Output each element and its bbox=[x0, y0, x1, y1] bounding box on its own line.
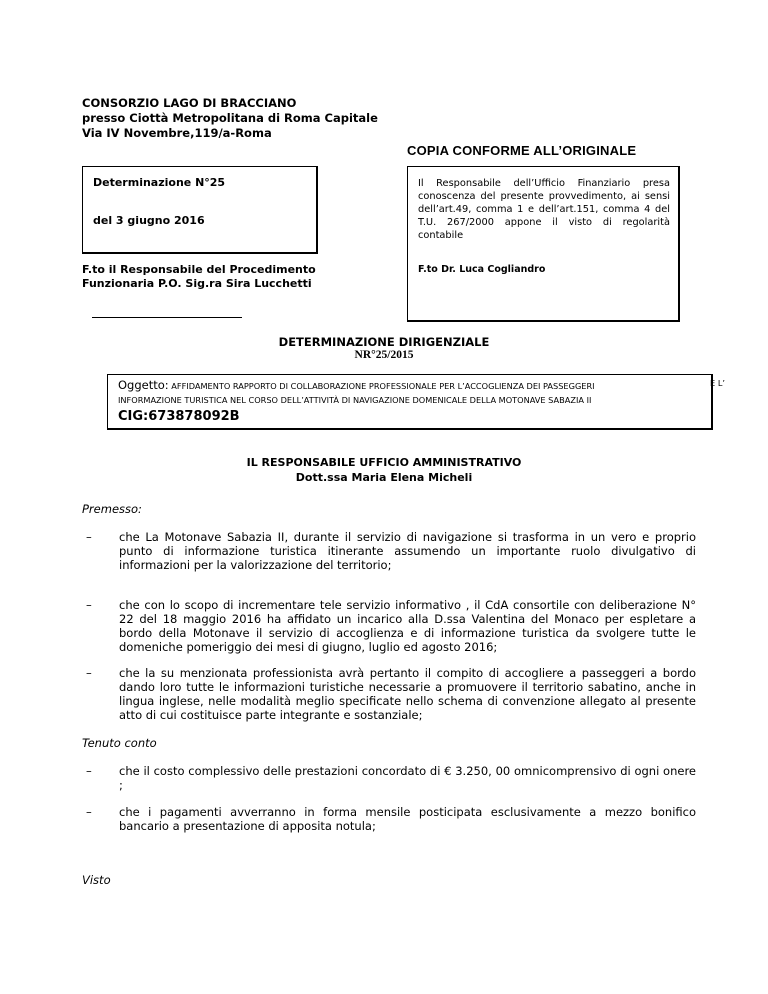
tenuto-conto-label: Tenuto conto bbox=[82, 736, 157, 750]
copia-conforme: COPIA CONFORME ALL’ORIGINALE bbox=[407, 143, 637, 158]
header-block bbox=[82, 96, 378, 141]
determinazione-numero: Determinazione N°25 bbox=[93, 176, 226, 189]
oggetto-text-1: AFFIDAMENTO RAPPORTO DI COLLABORAZIONE PROFESSIONALE PER L’ACCOGLIENZA DEI PASSEGGERI bbox=[171, 381, 595, 391]
visto-label: Visto bbox=[82, 873, 111, 887]
premesso-item-3: che la su menzionata professionista avrà pertanto il compito di accogliere a passeggeri a bordo dando loro tutte le informazioni turistiche necessarie a promuovere il territorio sabatino, anche in lingua inglese, nelle modalità meglio specificate nello schema di convenzione allegato al presente atto di cui costituisce parte integrante e sostanziale; bbox=[119, 666, 696, 722]
finanziario-box bbox=[407, 166, 680, 322]
oggetto-label: Oggetto: bbox=[118, 378, 169, 392]
list-bullet: – bbox=[86, 805, 92, 819]
premesso-item-2: che con lo scopo di incrementare tele servizio informativo , il CdA consortile con deliberazione N° 22 del 18 maggio 2016 ha affidato un incarico alla D.ssa Valentina del Monaco per espletare a bordo della Motonave il servizio di accoglienza e di informazione turistica da svolgere tutte le domeniche pomeriggio dei mesi di giugno, luglio ed agosto 2016; bbox=[119, 598, 696, 654]
finanziario-firma: F.to Dr. Luca Cogliandro bbox=[418, 264, 546, 275]
header-line-1: CONSORZIO LAGO DI BRACCIANO bbox=[82, 96, 297, 110]
tenuto-conto-item-1: che il costo complessivo delle prestazioni concordato di € 3.250, 00 omnicomprensivo di ogni onere ; bbox=[119, 764, 696, 792]
determinazione-box bbox=[82, 166, 318, 254]
determinazione-data: del 3 giugno 2016 bbox=[93, 214, 205, 227]
document-number: NR°25/2015 bbox=[354, 349, 414, 361]
premesso-item-1: che La Motonave Sabazia II, durante il servizio di navigazione si trasforma in un vero e proprio punto di informazione turistica itinerante assumendo un importante ruolo divulgativo di informazioni per la valorizzazione del territorio; bbox=[119, 530, 696, 572]
tenuto-conto-item-2: che i pagamenti avverranno in forma mensile posticipata esclusivamente a mezzo bonifico bancario a presentazione di apposita notula; bbox=[119, 805, 696, 833]
cig-code: CIG:673878092B bbox=[118, 409, 240, 424]
oggetto-tail: E L’ bbox=[710, 378, 725, 388]
oggetto-box bbox=[107, 374, 725, 430]
header-line-2: presso Ciottà Metropolitana di Roma Capitale bbox=[82, 111, 378, 125]
premesso-label: Premesso: bbox=[82, 502, 142, 516]
finanziario-text: Il Responsabile dell’Ufficio Finanziario presa conoscenza del presente provvedimento, ai sensi dell’art.49, comma 1 e dell’art.151, comma 4 del T.U. 267/2000 appone il visto di regolarità contabile bbox=[418, 178, 670, 241]
header-line-3: Via IV Novembre,119/a-Roma bbox=[82, 126, 272, 140]
list-bullet: – bbox=[86, 666, 92, 680]
responsabile-procedimento-line-1: F.to il Responsabile del Procedimento bbox=[82, 263, 316, 276]
list-bullet: – bbox=[86, 530, 92, 544]
signature-line bbox=[92, 317, 242, 318]
responsabile-amministrativo-title: IL RESPONSABILE UFFICIO AMMINISTRATIVO bbox=[246, 456, 522, 469]
oggetto-line-1 bbox=[118, 378, 595, 392]
document-title: DETERMINAZIONE DIRIGENZIALE bbox=[278, 335, 490, 349]
list-bullet: – bbox=[86, 764, 92, 778]
responsabile-procedimento bbox=[82, 263, 316, 291]
oggetto-text-2: INFORMAZIONE TURISTICA NEL CORSO DELL’ATTIVITÀ DI NAVIGAZIONE DOMENICALE DELLA MOTONAVE SABAZIA II bbox=[118, 395, 592, 405]
list-bullet: – bbox=[86, 598, 92, 612]
responsabile-procedimento-line-2: Funzionaria P.O. Sig.ra Sira Lucchetti bbox=[82, 277, 312, 290]
responsabile-amministrativo-name: Dott.ssa Maria Elena Micheli bbox=[295, 471, 473, 484]
